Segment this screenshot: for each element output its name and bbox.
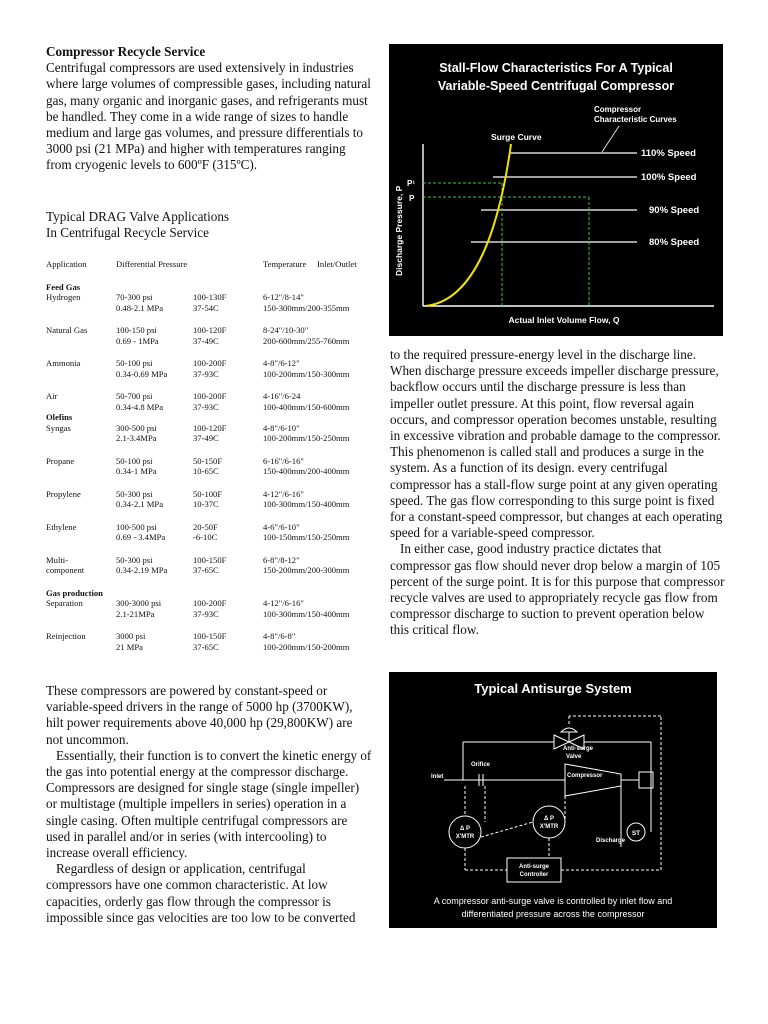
surge-curve-label: Surge Curve (491, 132, 542, 142)
cell-inlet-outlet: 100-200mm/150-250mm (263, 433, 350, 443)
table-row (46, 369, 376, 380)
cell-temperature: 10-37C (193, 499, 219, 509)
header-differential-pressure: Differential Pressure (116, 259, 188, 269)
cell-differential-pressure: 0.34-0.69 MPa (116, 368, 168, 379)
cell-temperature: 100-150F (193, 631, 227, 641)
cell-differential-pressure: 70-300 psi (116, 292, 153, 302)
cell-application: Hydrogen (46, 292, 81, 302)
cell-temperature: 37-65C (193, 565, 219, 575)
table-row (46, 555, 376, 566)
cell-temperature: -6-10C (193, 532, 218, 542)
table-section-heading (46, 588, 376, 599)
cell-temperature: 100-120F (193, 325, 227, 335)
cell-differential-pressure: 100-500 psi (116, 521, 157, 532)
cell-temperature: 100-200F (193, 391, 227, 401)
cell-differential-pressure: 0.34-2.1 MPa (116, 499, 164, 509)
cell-application: Air (46, 391, 58, 401)
header-application: Application (46, 259, 87, 269)
cell-differential-pressure: 21 MPa (116, 641, 143, 652)
cell-inlet-outlet: 100-200mm/150-200mm (263, 641, 350, 652)
controller-box (507, 858, 561, 882)
cell-inlet-outlet: 100-150mm/150-250mm (263, 532, 350, 542)
table-row (46, 466, 376, 477)
table-spacer (46, 477, 376, 489)
table-row (46, 522, 376, 533)
cell-temperature: 50-150F (193, 455, 223, 466)
cell-temperature: 10-65C (193, 466, 219, 476)
fig2-caption-1: A compressor anti-surge valve is controlled by inlet flow and (433, 896, 673, 906)
st-label: ST (631, 830, 641, 837)
cell-differential-pressure: 2.1-3.4MPa (116, 433, 157, 443)
fig2-title: Typical Antisurge System (474, 681, 632, 696)
orifice-label: Orifice (471, 762, 491, 768)
xmtr1-label-2: X'MTR (455, 834, 475, 840)
cell-differential-pressure: 50-700 psi (116, 391, 153, 401)
table-row (46, 358, 376, 369)
cell-application: Reinjection (46, 631, 86, 641)
cell-inlet-outlet: 6-12"/8-14" (263, 292, 304, 302)
header-temperature: Temperature (263, 259, 307, 269)
cell-application: Multi- (46, 554, 68, 565)
dp-xmtr-1 (449, 816, 481, 848)
cell-inlet-outlet: 100-300mm/150-400mm (263, 499, 350, 509)
table-row (46, 336, 376, 347)
x-axis-label: Actual Inlet Volume Flow, Q (508, 315, 620, 325)
table-section-heading (46, 412, 376, 423)
fig1-title-2: Variable-Speed Centrifugal Compressor (437, 79, 675, 93)
discharge-label: Discharge (596, 838, 626, 844)
antisurge-figure (389, 672, 717, 928)
table-row (46, 423, 376, 434)
table-row (46, 292, 376, 303)
label-110-speed: 110% Speed (641, 148, 696, 159)
table-spacer (46, 576, 376, 588)
table-body (46, 282, 376, 653)
table-row (46, 433, 376, 444)
cell-differential-pressure: 50-300 psi (116, 554, 153, 565)
table-spacer (46, 444, 376, 456)
cell-inlet-outlet: 4-12"/6-16" (263, 598, 304, 608)
cell-differential-pressure: 50-300 psi (116, 488, 153, 499)
label-80-speed: 80% Speed (649, 237, 700, 248)
table-row (46, 532, 376, 543)
cell-application: Ammonia (46, 358, 81, 368)
cell-temperature: 100-130F (193, 292, 227, 302)
inlet-label: Inlet (431, 774, 444, 780)
table-row (46, 642, 376, 653)
cell-differential-pressure: 300-3000 psi (116, 598, 162, 608)
cell-inlet-outlet: 4-12"/6-16" (263, 488, 304, 499)
body-block-left (46, 683, 372, 926)
valve-label-1: Anti-surge (563, 746, 593, 752)
valve-label-2: Valve (566, 754, 582, 760)
intro-paragraph: Centrifugal compressors are used extensively in industries where large volumes of compressible gases, including natural gas, many organic and inorganic gases, and refrigerants must be handled. They come in a wide range of sizes to handle medium and large gas volumes, and pressure differentials to 3000 psi (21 MPa) and higher with temperatures ranging from cryogenic levels to 600ºF (315ºC). (46, 60, 371, 173)
dp-xmtr-2 (533, 806, 565, 838)
table-row (46, 489, 376, 500)
cell-inlet-outlet: 100-300mm/150-400mm (263, 608, 350, 619)
table-row (46, 598, 376, 609)
cell-inlet-outlet: 200-600mm/255-760mm (263, 335, 350, 346)
cell-temperature: 37-49C (193, 335, 219, 346)
y-axis-label: Discharge Pressure, P (394, 185, 404, 276)
stall-flow-chart (389, 44, 723, 336)
cell-application: Propane (46, 455, 75, 466)
xmtr1-label-1: Δ P (460, 826, 470, 832)
cell-temperature: 37-93C (193, 368, 219, 379)
cell-temperature: 100-150F (193, 554, 227, 565)
cell-temperature: 50-100F (193, 488, 223, 499)
cell-application: component (46, 565, 85, 575)
section-heading: Olefins (46, 412, 73, 422)
label-100-speed: 100% Speed (641, 172, 697, 183)
fig1-title-1: Stall-Flow Characteristics For A Typical (439, 61, 673, 75)
cell-temperature: 37-54C (193, 302, 219, 313)
cell-temperature: 20-50F (193, 521, 218, 532)
table-row (46, 565, 376, 576)
xmtr2-label-1: Δ P (544, 816, 554, 822)
cell-differential-pressure: 0.34-2.19 MPa (116, 565, 168, 575)
paragraph-function: Essentially, their function is to convert the kinetic energy of the gas into potential energy at the compressor discharge. Compressors are designed for single stage (single impeller) or multistage (multiple impellers in series) operation in a single casing. Often multiple centrifugal compressors are used in parallel and/or in series (with intercooling) to increase overall efficiency. (46, 747, 372, 861)
cell-differential-pressure: 0.69 - 1MPa (116, 335, 159, 346)
table-row (46, 303, 376, 314)
section-heading: Feed Gas (46, 281, 81, 292)
table-title-line2: In Centrifugal Recycle Service (46, 225, 209, 241)
cell-differential-pressure: 50-100 psi (116, 358, 153, 368)
cell-application: Ethylene (46, 521, 77, 532)
table-title (46, 209, 372, 241)
paragraph-surge: to the required pressure-energy level in the discharge line. When discharge pressure exceeds impeller discharge pressure, backflow occurs until the discharge pressure is less than impeller outlet pressure. At this point, flow reversal again occurs, and compressor operation becomes unstable, resulting in excessive vibration and probable damage to the compressor. This phenomenon is called stall and produces a surge in the system. As a function of its design. every centrifugal compressor has a stall-flow surge point at any given operating speed. The gas flow corresponding to this surge point is fixed for a constant-speed compressor, but changes at each operating speed for a variable-speed compressor. (390, 347, 723, 541)
cell-temperature: 37-65C (193, 641, 219, 652)
cell-differential-pressure: 0.48-2.1 MPa (116, 302, 164, 313)
table-row (46, 391, 376, 402)
paragraph-recycle: In either case, good industry practice dictates that compressor gas flow should never drop below a margin of 105 percent of the surge point. It is for this purpose that compressor recycle valves are used to appropriately recycle gas flow from compressor discharge to suction to prevent operation below this critical flow. (390, 541, 725, 638)
antisurge-diagram (389, 672, 717, 928)
curves-pointer-line (602, 126, 619, 152)
cell-differential-pressure: 0.34-4.8 MPa (116, 401, 164, 412)
cell-inlet-outlet: 6-8"/8-12" (263, 554, 300, 565)
p1-label: P¹ (407, 179, 415, 188)
cell-inlet-outlet: 150-400mm/200-400mm (263, 466, 350, 476)
cell-inlet-outlet: 4-16"/6-24 (263, 391, 301, 401)
intro-block (46, 44, 372, 174)
table-row (46, 325, 376, 336)
cell-inlet-outlet: 4-8"/6-8" (263, 631, 296, 641)
table-spacer (46, 619, 376, 631)
surge-curve (425, 144, 511, 306)
table-row (46, 456, 376, 467)
body-block-right (390, 347, 725, 639)
paragraph-drivers: These compressors are powered by constant-speed or variable-speed drivers in the range of 5000 hp (3700KW), hilt power requirements above 40,000 hp (29,800KW) are not uncommon. (46, 683, 353, 747)
cell-temperature: 37-93C (193, 608, 219, 619)
cell-application: Syngas (46, 422, 71, 433)
xmtr-link-line (481, 822, 533, 837)
valve-actuator (561, 728, 577, 732)
cell-inlet-outlet: 4-8"/6-12" (263, 358, 300, 368)
table-spacer (46, 543, 376, 555)
cell-differential-pressure: 3000 psi (116, 631, 146, 641)
cell-differential-pressure: 50-100 psi (116, 455, 153, 466)
section-title: Compressor Recycle Service (46, 44, 206, 59)
cell-application: Natural Gas (46, 325, 88, 335)
cell-differential-pressure: 300-500 psi (116, 422, 157, 433)
cell-temperature: 37-49C (193, 433, 219, 443)
cell-temperature: 100-120F (193, 422, 227, 433)
paragraph-characteristic: Regardless of design or application, centrifugal compressors have one common characteristic. At low capacities, orderly gas flow through the compressor is impossible since gas velocities are too low to be converted (46, 861, 356, 925)
applications-table (46, 259, 376, 652)
cell-differential-pressure: 0.34-1 MPa (116, 466, 157, 476)
cell-inlet-outlet: 100-400mm/150-600mm (263, 401, 350, 412)
cell-application: Propylene (46, 488, 81, 499)
cell-inlet-outlet: 4-8"/6-10" (263, 422, 300, 433)
label-90-speed: 90% Speed (649, 205, 700, 216)
header-inlet-outlet: Inlet/Outlet (317, 259, 357, 269)
controller-label-2: Controller (519, 872, 549, 878)
cell-differential-pressure: 0.69 - 3.4MPa (116, 532, 166, 542)
cell-temperature: 100-200F (193, 598, 227, 608)
cell-differential-pressure: 2.1-21MPa (116, 608, 155, 619)
table-row (46, 499, 376, 510)
compressor-label: Compressor (567, 773, 603, 779)
section-heading: Gas production (46, 587, 103, 598)
table-spacer (46, 510, 376, 522)
table-spacer (46, 313, 376, 325)
cell-application: Separation (46, 598, 83, 608)
table-header-row (46, 259, 376, 270)
table-row (46, 402, 376, 413)
cell-differential-pressure: 100-150 psi (116, 325, 157, 335)
cell-temperature: 37-93C (193, 401, 219, 412)
cell-inlet-outlet: 150-200mm/200-300mm (263, 565, 350, 575)
xmtr2-label-2: X'MTR (539, 824, 559, 830)
table-row (46, 631, 376, 642)
curves-label-2: Characteristic Curves (594, 115, 677, 124)
p-label: P (409, 194, 415, 203)
cell-inlet-outlet: 100-200mm/150-300mm (263, 368, 350, 379)
controller-label-1: Anti-surge (519, 864, 549, 870)
fig2-caption-2: differentiated pressure across the compressor (461, 909, 645, 919)
curves-label-1: Compressor (594, 105, 642, 114)
cell-inlet-outlet: 8-24"/10-30" (263, 325, 309, 335)
compressor-body (565, 764, 621, 796)
cell-inlet-outlet: 150-300mm/200-355mm (263, 302, 350, 313)
stall-flow-figure (389, 44, 723, 336)
cell-inlet-outlet: 4-6"/6-10" (263, 521, 300, 532)
table-title-line1: Typical DRAG Valve Applications (46, 209, 230, 224)
cell-inlet-outlet: 6-16"/6-16" (263, 455, 304, 466)
table-spacer (46, 379, 376, 391)
table-section-heading (46, 282, 376, 293)
cell-temperature: 100-200F (193, 358, 227, 368)
table-spacer (46, 346, 376, 358)
table-row (46, 609, 376, 620)
